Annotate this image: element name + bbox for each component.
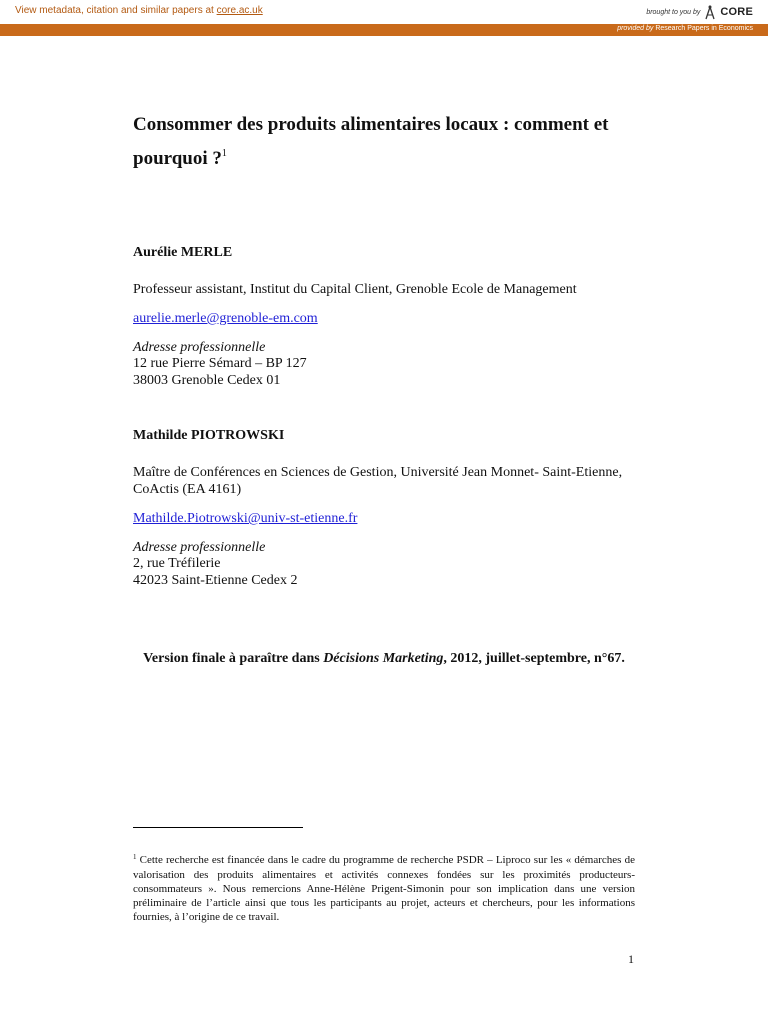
- author2-name: Mathilde PIOTROWSKI: [133, 428, 285, 443]
- paper-title: [133, 108, 653, 179]
- core-provided-bar: [0, 24, 768, 36]
- version-notice: [0, 651, 768, 667]
- author2-address-label: Adresse professionnelle: [133, 540, 266, 555]
- provided-by-text[interactable]: [617, 25, 753, 32]
- author2-address-line2: 42023 Saint-Etienne Cedex 2: [133, 573, 298, 588]
- core-metadata-prefix: View metadata, citation and similar papers at: [15, 5, 214, 16]
- core-banner: [0, 0, 768, 25]
- author1-name: Aurélie MERLE: [133, 245, 233, 260]
- core-metadata-text: [15, 5, 263, 16]
- author2-address-line1: 2, rue Tréfilerie: [133, 556, 221, 571]
- author1-position: Professeur assistant, Institut du Capital Client, Grenoble Ecole de Management: [133, 282, 577, 297]
- title-line-2: [133, 142, 653, 179]
- footnote-text: Cette recherche est financée dans le cadre du programme de recherche PSDR – Liproco sur les « démarches de valorisation des produits alimentaires et activités connexes fondées sur les proximités producteurs-consommateurs ». Nous remercions Anne-Hélène Prigent-Simonin pour son implication dans une version préliminaire de l’article ainsi que tous les participants au projet, acteurs et chercheurs, pour les informations fournies, à l’origine de ce travail.: [133, 854, 635, 923]
- journal-name: Décisions Marketing: [323, 651, 444, 666]
- author1-email[interactable]: aurelie.merle@grenoble-em.com: [133, 311, 318, 326]
- author2-position-line1: Maître de Conférences en Sciences de Gestion, Université Jean Monnet- Saint-Etienne,: [133, 465, 623, 480]
- page-number: 1: [628, 952, 634, 966]
- author2-position-line2: CoActis (EA 4161): [133, 482, 242, 497]
- core-link[interactable]: core.ac.uk: [216, 5, 263, 16]
- footnote-separator: [133, 827, 303, 828]
- author2-email[interactable]: Mathilde.Piotrowski@univ-st-etienne.fr: [133, 511, 358, 526]
- title-footnote-ref[interactable]: 1: [221, 148, 227, 159]
- footnote: [133, 853, 635, 924]
- core-brand[interactable]: [646, 3, 753, 21]
- provided-by-source: Research Papers in Economics: [655, 25, 753, 32]
- title-line-2-text: pourquoi ?: [133, 148, 222, 169]
- author1-address-label: Adresse professionnelle: [133, 340, 266, 355]
- brought-to-you-text: brought to you by: [646, 8, 701, 16]
- provided-by-prefix: provided by: [617, 25, 654, 32]
- author1-address-line2: 38003 Grenoble Cedex 01: [133, 373, 281, 388]
- version-prefix: Version finale à paraître dans: [143, 651, 324, 666]
- author1-address-line1: 12 rue Pierre Sémard – BP 127: [133, 356, 307, 371]
- footnote-number: 1: [133, 853, 137, 861]
- core-brand-name: CORE: [720, 6, 753, 18]
- core-logo-icon: [704, 5, 716, 20]
- title-line-1: Consommer des produits alimentaires locaux : comment et: [133, 114, 609, 135]
- version-suffix: , 2012, juillet-septembre, n°67.: [443, 651, 625, 666]
